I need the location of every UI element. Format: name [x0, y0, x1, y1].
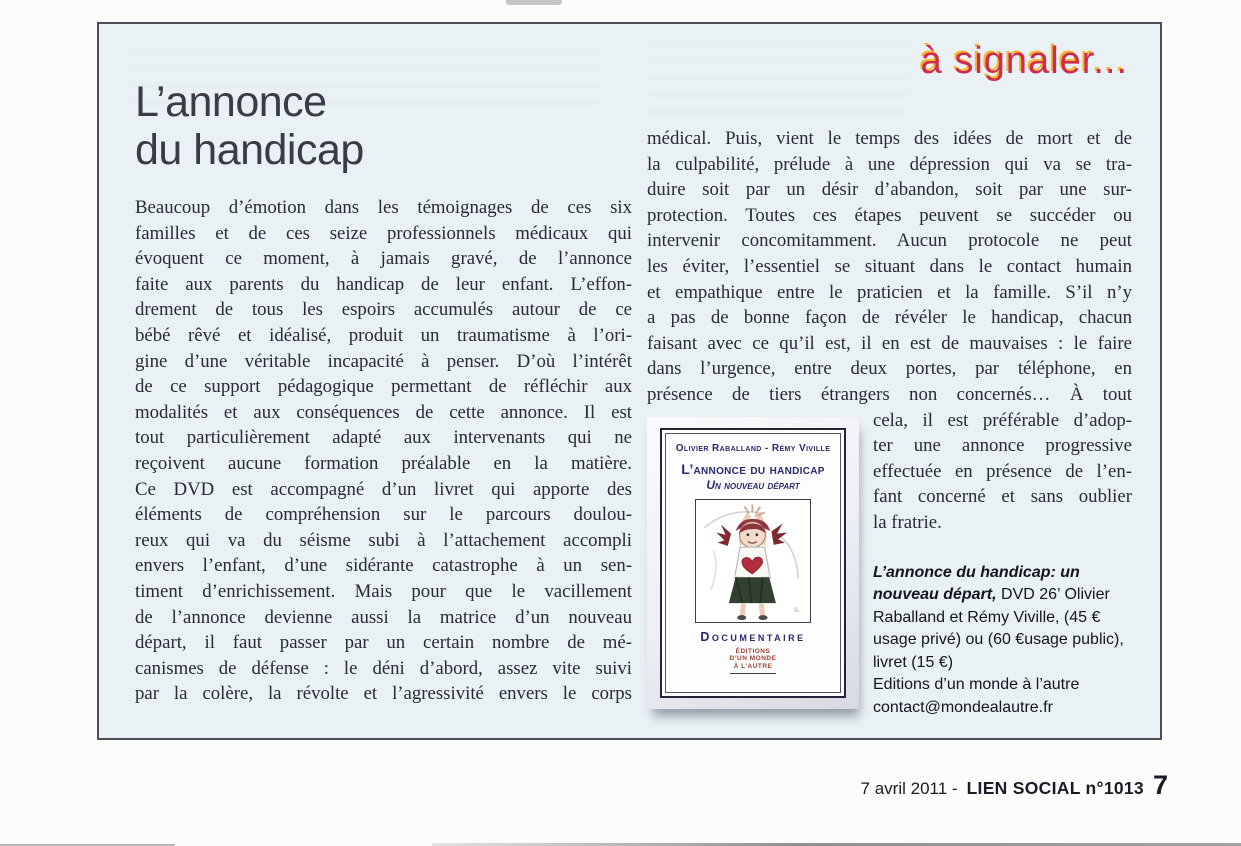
text-line: et empathique entre le praticien et la famille. S’il n’y [647, 281, 1132, 303]
text-line: gine d’une véritable incapacité à penser. D’où l’intérêt [135, 350, 632, 372]
text-line: évoquent ce moment, à jamais gravé, de l’annonce [135, 248, 632, 270]
article-right-column [647, 126, 1132, 719]
text-line: les éviter, l’essentiel se situant dans le contact humain [647, 255, 1132, 277]
text-line: de ce support pédagogique permettant de réfléchir aux [135, 376, 632, 398]
dvd-title: L’annonce du handicap [681, 460, 825, 477]
caption-details: DVD 26’ Olivier Raballand et Rémy Viville, (45 € usage privé) ou (60 €usage public), livret (15 €) [873, 586, 1124, 671]
text-line: de l’annonce devienne aussi la matrice d’un nouveau [135, 606, 632, 628]
publisher-logo [730, 648, 777, 674]
text-line: intervenir concomitamment. Aucun protocole ne peut [647, 230, 1132, 252]
text-line: départ, il faut passer par un certain nombre de mé- [135, 632, 632, 654]
text-line: la culpabilité, prélude à une dépression qui va se tra- [647, 153, 1132, 175]
caption-email: contact@mondealautre.fr [873, 698, 1053, 716]
page-footer [861, 770, 1168, 801]
text-line: reçoivent aucune formation préalable en la matière. [135, 452, 632, 474]
svg-text:S.: S. [793, 606, 800, 614]
dvd-cover-card [660, 428, 846, 698]
text-line: a pas de bonne façon de révéler le handicap, chacun [647, 307, 1132, 329]
text-line: faisant avec ce qu’il est, il en est de mauvaises : le faire [647, 332, 1132, 354]
article-title-line1: L’annonce [135, 78, 327, 126]
text-line: la fratrie. [873, 511, 942, 533]
dvd-cover-content [665, 433, 841, 693]
page-number: 7 [1152, 770, 1168, 800]
text-line: familles et de ces seize professionnels médicaux qui [135, 222, 632, 244]
text-line: duire soit par un désir d’abandon, soit par une sur- [647, 179, 1132, 201]
text-line: par la colère, la révolte et l’agressivité envers le corps [135, 683, 632, 705]
footer-date: 7 avril 2011 - [860, 779, 958, 798]
text-line: protection. Toutes ces étapes peuvent se succéder ou [647, 204, 1132, 226]
text-line: faite aux parents du handicap de leur enfant. L’effon- [135, 273, 632, 295]
section-header: à signaler... [920, 40, 1128, 82]
dvd-cover-image [647, 417, 859, 709]
text-line: cela, il est préférable d’adop- [873, 409, 1132, 431]
text-line: effectuée en présence de l’en- [873, 460, 1132, 482]
text-line: bébé rêvé et idéalisé, produit un traumatisme à l’ori- [135, 324, 632, 346]
publisher-logo-line: À L’AUTRE [733, 663, 773, 671]
article-title [135, 78, 632, 174]
article-left-column [135, 78, 632, 707]
dvd-genre: Documentaire [700, 629, 806, 644]
text-line: présence de tiers étrangers non concernés… À tout [647, 383, 1132, 405]
footer-journal-title: LIEN SOCIAL n°1013 [966, 778, 1144, 798]
text-line: canismes de défense : le déni d’abord, assez vite suivi [135, 657, 632, 679]
text-line: timent d’enrichissement. Mais pour que le vacillement [135, 580, 632, 602]
text-line: modalités et aux conséquences de cette annonce. Il est [135, 401, 632, 423]
text-line: dans l’urgence, entre deux portes, par téléphone, en [647, 358, 1132, 380]
article-panel [97, 22, 1162, 740]
article-body-right [647, 126, 1132, 408]
text-line: reux qui va du séisme subi à l’attachement accompli [135, 529, 632, 551]
text-line: Beaucoup d’émotion dans les témoignages de ces six [135, 197, 632, 218]
text-line: éléments de compréhension sur le parcours doulou- [135, 504, 632, 526]
text-line: ter une annonce progressive [873, 435, 1132, 457]
article-body-left [135, 195, 632, 707]
dvd-authors: Olivier Raballand - Rémy Viville [675, 442, 831, 454]
wrap-section [647, 408, 1132, 719]
caption-title: L’annonce du handicap: un nouveau départ, [873, 563, 1080, 603]
publisher-logo-line: D’UN MONDE [729, 655, 777, 663]
text-line: tout particulièrement adapté aux intervenants qui ne [135, 427, 632, 449]
girl-illustration [695, 499, 811, 623]
publisher-logo-line: ÉDITIONS [735, 647, 771, 655]
text-line: Ce DVD est accompagné d’un livret qui apporte des [135, 478, 632, 500]
text-line: envers l’enfant, d’une sidérante catastrophe à un sen- [135, 555, 632, 577]
text-line: fant concerné et sans oublier [873, 486, 1132, 508]
dvd-subtitle: Un nouveau départ [706, 477, 800, 492]
scan-artifact-top [506, 0, 562, 5]
caption-publisher: Editions d’un monde à l’autre [873, 676, 1080, 693]
scan-bleedthrough [647, 42, 907, 122]
article-title-line2: du handicap [135, 126, 364, 174]
text-line: drement de tous les espoirs accumulés autour de ce [135, 299, 632, 321]
text-line: médical. Puis, vient le temps des idées de mort et de [647, 128, 1132, 149]
